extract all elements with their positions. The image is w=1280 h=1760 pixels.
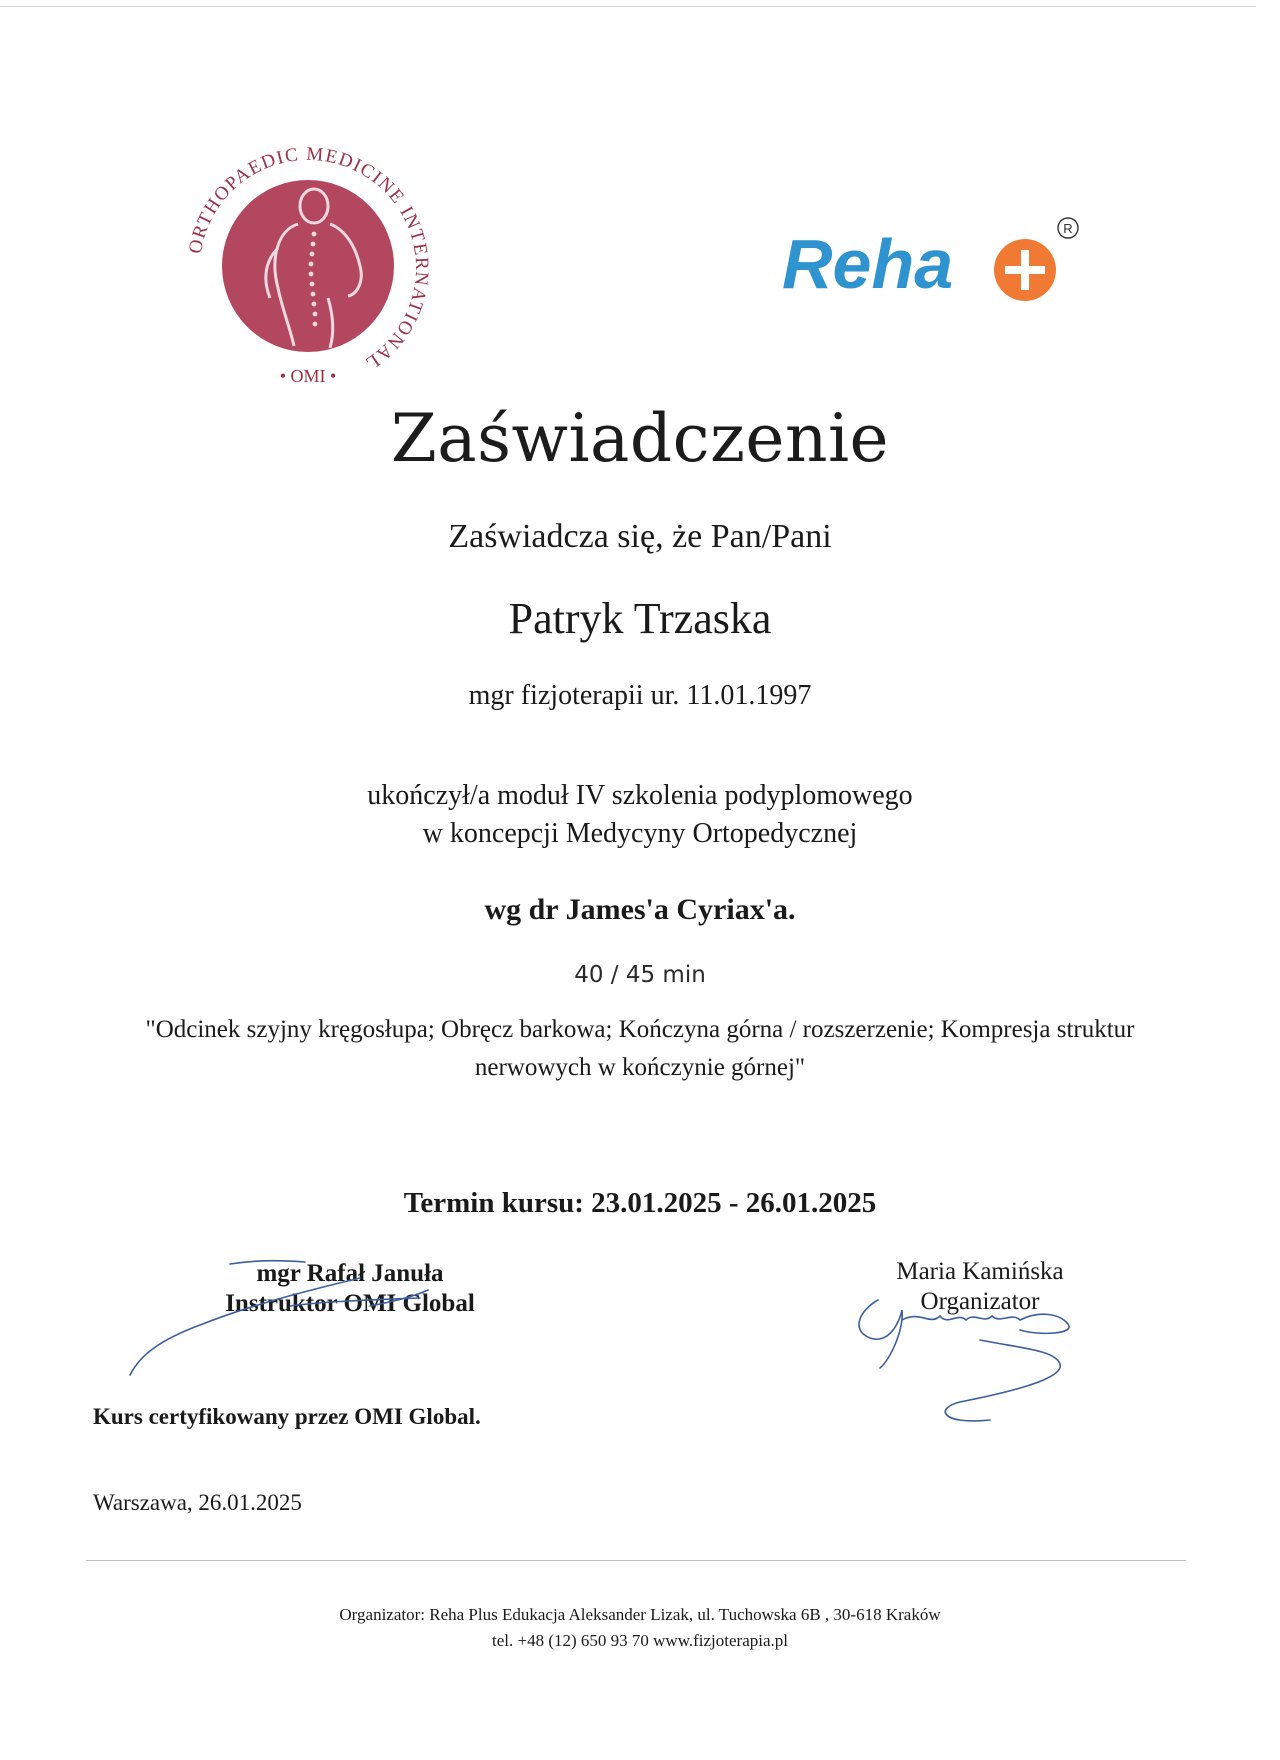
instructor-name: mgr Rafał Januła xyxy=(256,1260,444,1287)
organizer-role: Organizator xyxy=(920,1288,1040,1315)
footer-contact: tel. +48 (12) 650 93 70 www.fizjoterapia.pl xyxy=(492,1631,788,1650)
omi-ring-text: ORTHOPAEDIC MEDICINE INTERNATIONAL xyxy=(184,143,433,375)
footer-divider xyxy=(86,1560,1186,1561)
topics-line-1: "Odcinek szyjny kręgosłupa; Obręcz barkowa; Kończyna górna / rozszerzenie; Kompresja struktur xyxy=(145,1016,1135,1043)
reha-wordmark: Reha xyxy=(782,225,954,303)
omi-abbr-text: • OMI • xyxy=(279,366,337,386)
method-line: wg dr James'a Cyriax'a. xyxy=(484,893,796,926)
place-and-date: Warszawa, 26.01.2025 xyxy=(93,1490,302,1515)
recipient-degree: mgr fizjoterapii ur. 11.01.1997 xyxy=(468,680,812,711)
course-duration: 40 / 45 min xyxy=(574,962,706,988)
certificate-intro: Zaświadcza się, że Pan/Pani xyxy=(448,518,832,555)
topics-line-2: nerwowych w kończynie górnej" xyxy=(474,1054,806,1081)
plus-icon-horizontal xyxy=(1005,266,1045,274)
omi-logo-disc xyxy=(222,180,394,352)
organizer-name: Maria Kamińska xyxy=(896,1258,1064,1285)
certified-note: Kurs certyfikowany przez OMI Global. xyxy=(93,1404,481,1429)
instructor-role: Instruktor OMI Global xyxy=(225,1290,475,1317)
top-border-line xyxy=(0,6,1256,7)
recipient-name: Patryk Trzaska xyxy=(508,594,772,643)
omi-logo xyxy=(178,138,438,398)
course-term: Termin kursu: 23.01.2025 - 26.01.2025 xyxy=(403,1187,877,1219)
footer-organizer-address: Organizator: Reha Plus Edukacja Aleksander Lizak, ul. Tuchowska 6B , 30-618 Kraków xyxy=(339,1605,941,1624)
completion-line-2: w koncepcji Medycyny Ortopedycznej xyxy=(422,818,858,849)
organizer-signature xyxy=(840,1290,1100,1450)
completion-line-1: ukończył/a moduł IV szkolenia podyplomowego xyxy=(367,780,913,811)
reha-plus-logo xyxy=(780,210,1080,320)
instructor-signature xyxy=(120,1250,490,1390)
registered-mark-text: R xyxy=(1063,221,1073,236)
certificate-title: Zaświadczenie xyxy=(390,400,890,477)
